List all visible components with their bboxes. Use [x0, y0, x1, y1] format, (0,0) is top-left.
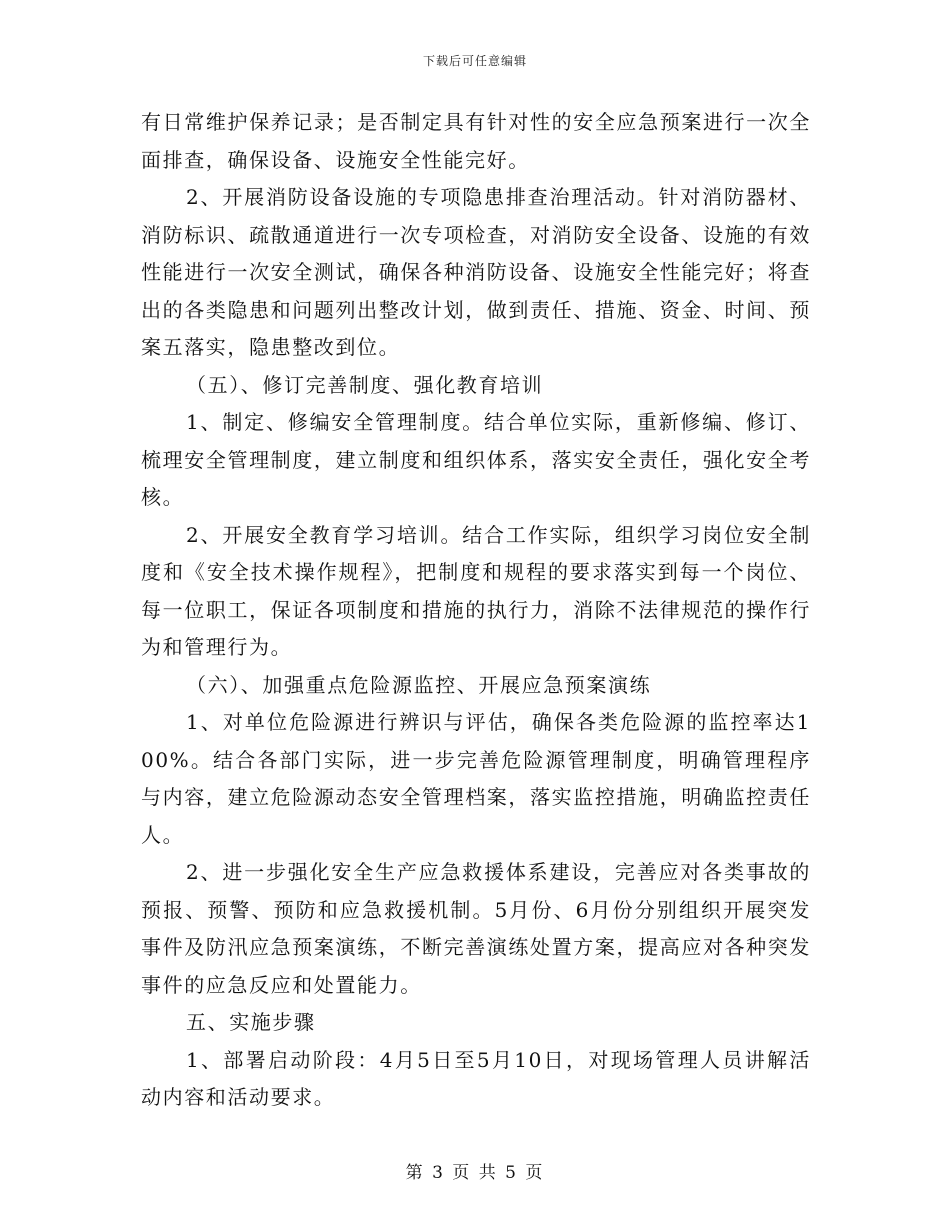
paragraph-safety-training: 2、开展安全教育学习培训。结合工作实际，组织学习岗位安全制度和《安全技术操作规程》，把制度和规程的要求落实到每一个岗位、每一位职工，保证各项制度和措施的执行力，消除不法律规范的操作行为和管理行为。: [141, 522, 811, 659]
page-number-footer: [0, 1158, 950, 1183]
paragraph-continuation: 有日常维护保养记录；是否制定具有针对性的安全应急预案进行一次全面排查，确保设备、设施安全性能完好。: [141, 110, 811, 172]
subheading-hazard-monitoring: （六）、加强重点危险源监控、开展应急预案演练: [186, 672, 652, 697]
paragraph-hazard-identification: 1、对单位危险源进行辨识与评估，确保各类危险源的监控率达100%。结合各部门实际，进一步完善危险源管理制度，明确管理程序与内容，建立危险源动态安全管理档案，落实监控措施，明确监控责任人。: [141, 710, 811, 847]
footer-prefix: 第: [405, 1163, 425, 1183]
footer-suffix: 页: [525, 1163, 545, 1183]
paragraph-safety-rules: 1、制定、修编安全管理制度。结合单位实际，重新修编、修订、梳理安全管理制度，建立制度和组织体系，落实安全责任，强化安全考核。: [141, 410, 811, 509]
paragraph-emergency-drills: 2、进一步强化安全生产应急救援体系建设，完善应对各类事故的预报、预警、预防和应急救援机制。5月份、6月份分别组织开展突发事件及防汛应急预案演练，不断完善演练处置方案，提高应对各种突发事件的应急反应和处置能力。: [141, 860, 811, 997]
document-body: [141, 104, 811, 1117]
total-pages-number: 5: [505, 1163, 518, 1183]
footer-page-label: 页: [452, 1163, 472, 1183]
section-heading-implementation: 五、实施步骤: [186, 1010, 316, 1034]
subheading-revise-systems: （五）、修订完善制度、强化教育培训: [186, 372, 544, 397]
paragraph-deployment-phase: 1、部署启动阶段：4月5日至5月10日，对现场管理人员讲解活动内容和活动要求。: [141, 1047, 811, 1109]
paragraph-fire-equipment-inspection: 2、开展消防设备设施的专项隐患排查治理活动。针对消防器材、消防标识、疏散通道进行一次专项检查，对消防安全设备、设施的有效性能进行一次安全测试，确保各种消防设备、设施安全性能完好；将查出的各类隐患和问题列出整改计划，做到责任、措施、资金、时间、预案五落实，隐患整改到位。: [141, 185, 811, 359]
header-note: 下载后可任意编辑: [422, 54, 527, 68]
footer-total-label: 共: [478, 1163, 498, 1183]
current-page-number: 3: [432, 1163, 445, 1183]
